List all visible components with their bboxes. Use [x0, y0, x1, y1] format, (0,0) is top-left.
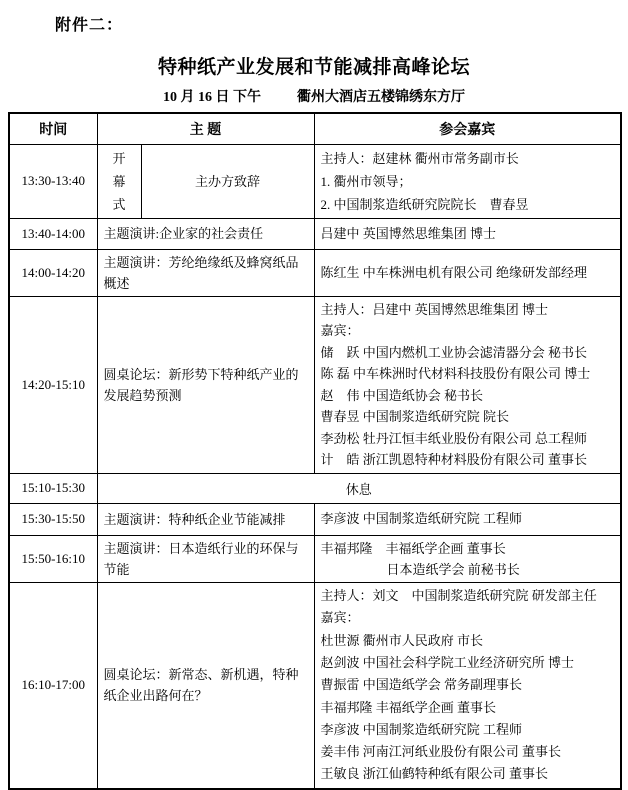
guest-line: 主持人：吕建中 英国博然思维集团 博士 — [320, 301, 549, 317]
col-header-topic: 主 题 — [97, 113, 314, 144]
agenda-row-opening — [9, 144, 621, 218]
agenda-row-roundtable-1 — [9, 296, 621, 473]
guest-line: 嘉宾： — [320, 323, 360, 338]
guest-line: 李劲松 牡丹江恒丰纸业股份有限公司 总工程师 — [320, 430, 588, 446]
guest-line: 杜世源 衢州市人民政府 市长 — [320, 632, 484, 648]
forum-venue: 衢州大酒店五楼锦绣东方厅 — [297, 90, 465, 105]
topic-cell: 主题演讲:企业家的社会责任 — [97, 218, 314, 249]
guests-cell — [314, 535, 621, 583]
guests-cell — [314, 583, 621, 789]
guest-line: 日本造纸学会 前秘书长 — [386, 561, 520, 577]
time-cell: 15:30-15:50 — [9, 503, 97, 535]
guest-line: 丰福邦隆 丰福纸学企画 董事长 — [320, 540, 506, 556]
guest-line: 曹春昱 中国制浆造纸研究院 院长 — [320, 409, 510, 424]
guest-line: 曹振雷 中国造纸学会 常务副理事长 — [320, 677, 523, 693]
guest-line: 主持人：刘文 中国制浆造纸研究院 研发部主任 — [320, 588, 597, 604]
time-cell: 14:00-14:20 — [9, 249, 97, 296]
topic-cell: 主题演讲：芳纶绝缘纸及蜂窝纸品概述 — [97, 249, 314, 296]
guest-line: 赵剑波 中国社会科学院工业经济研究所 博士 — [320, 654, 575, 670]
guest-line: 储 跃 中国内燃机工业协会滤清器分会 秘书长 — [320, 344, 588, 360]
agenda-row-keynote-2 — [9, 249, 621, 296]
stage-cell — [97, 144, 141, 218]
topic-cell: 圆桌论坛：新形势下特种纸产业的发展趋势预测 — [97, 296, 314, 473]
topic-cell: 主题演讲：日本造纸行业的环保与节能 — [97, 535, 314, 583]
guests-cell — [314, 296, 621, 473]
stage-label: 开幕式 — [112, 150, 126, 212]
guest-line: 陈 磊 中车株洲时代材料科技股份有限公司 博士 — [320, 366, 591, 381]
topic-cell: 圆桌论坛：新常态、新机遇，特种纸企业出路何在？ — [97, 583, 314, 789]
guests-cell — [314, 503, 621, 535]
guest-line: 计 皓 浙江凯恩特种材料股份有限公司 董事长 — [320, 452, 588, 467]
time-cell: 16:10-17:00 — [9, 583, 97, 789]
time-cell: 13:30-13:40 — [9, 144, 97, 218]
guests-cell — [314, 249, 621, 296]
agenda-row-keynote-4 — [9, 535, 621, 583]
guest-line: 李彦波 中国制浆造纸研究院 工程师 — [320, 511, 523, 526]
guests-cell — [314, 144, 621, 218]
time-cell: 13:40-14:00 — [9, 218, 97, 249]
time-cell: 14:20-15:10 — [9, 296, 97, 473]
attachment-label: 附件二： — [55, 17, 124, 34]
guest-line: 1. 衢州市领导； — [320, 173, 412, 189]
forum-datetime: 10 月 16 日 下午 — [163, 90, 261, 105]
forum-title: 特种纸产业发展和节能减排高峰论坛 — [157, 57, 470, 78]
guest-line: 丰福邦隆 丰福纸学企画 董事长 — [320, 699, 497, 715]
guest-line: 姜丰伟 河南江河纸业股份有限公司 董事长 — [320, 744, 562, 760]
guest-line: 主持人：赵建林 衢州市常务副市长 — [320, 150, 519, 166]
guest-line: 王敏良 浙江仙鹤特种纸有限公司 董事长 — [320, 766, 549, 782]
agenda-row-roundtable-2 — [9, 583, 621, 789]
guest-line: 赵 伟 中国造纸协会 秘书长 — [320, 387, 484, 403]
topic-cell: 主题演讲：特种纸企业节能减排 — [97, 503, 314, 535]
col-header-guests: 参会嘉宾 — [314, 113, 621, 144]
agenda-row-break — [9, 473, 621, 503]
topic-cell: 主办方致辞 — [141, 144, 314, 218]
forum-subtitle — [0, 86, 628, 106]
header-row — [9, 113, 621, 144]
break-cell: 休息 — [97, 473, 621, 503]
time-cell: 15:10-15:30 — [9, 473, 97, 503]
guest-line: 2. 中国制浆造纸研究院院长 曹春昱 — [320, 196, 529, 212]
guests-cell — [314, 218, 621, 249]
guest-line: 嘉宾： — [320, 610, 360, 626]
agenda-row-keynote-1 — [9, 218, 621, 249]
guest-line: 陈红生 中车株洲电机有限公司 绝缘研发部经理 — [320, 264, 588, 280]
time-cell: 15:50-16:10 — [9, 535, 97, 583]
agenda-table — [8, 112, 622, 790]
col-header-time: 时间 — [9, 113, 97, 144]
guest-line: 李彦波 中国制浆造纸研究院 工程师 — [320, 721, 523, 737]
guest-line: 吕建中 英国博然思维集团 博士 — [320, 225, 497, 241]
agenda-row-keynote-3 — [9, 503, 621, 535]
